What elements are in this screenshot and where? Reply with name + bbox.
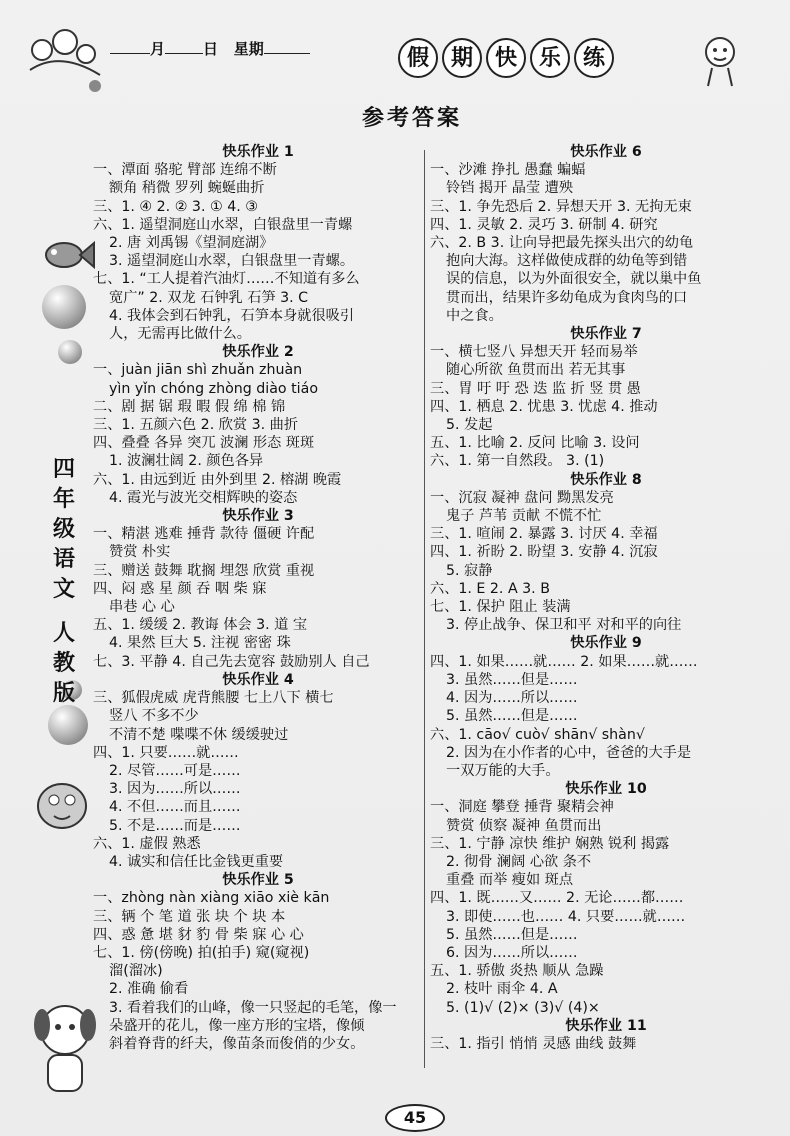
answer-line: 3. 即使……也…… 4. 只要……就…… [446,908,686,925]
banner-char: 乐 [530,38,570,78]
answer-line: 一、沙滩 挣扎 愚蠢 蝙蝠 [430,162,586,179]
answer-line: 一双万能的大手。 [446,762,560,779]
answer-line: 4. 诚实和信任比金钱更重要 [109,853,284,870]
weekday-label: 星期 [233,40,264,58]
section-heading: 快乐作业 10 [565,781,647,798]
section-heading: 快乐作业 8 [570,471,642,488]
answer-line: 一、沉寂 凝神 盘问 黝黑发亮 [430,489,614,506]
answer-line: 六、1. 虚假 熟悉 [93,835,201,852]
column-divider [424,150,425,1068]
answer-line: 六、1. 遥望洞庭山水翠，白银盘里一青螺 [93,216,353,233]
girl-cartoon-icon [690,30,750,90]
side-char: 版 [52,681,75,706]
answer-line: 六、1. cāo√ cuò√ shān√ shàn√ [430,726,645,743]
answer-line: 朵盛开的花儿，像一座方形的宝塔，像倾 [109,1017,365,1034]
answer-line: 四、闷 惑 星 颜 吞 咽 柴 寐 [93,580,267,597]
grade-subject-label [42,455,86,709]
answer-line: 5. (1)√ (2)× (3)√ (4)× [446,999,600,1016]
answer-line: 四、惑 惫 堪 豺 豹 骨 柴 寐 心 心 [93,926,304,943]
answer-line: 4. 我体会到石钟乳，石笋本身就很吸引 [109,307,355,324]
answer-line: 三、1. 宁静 凉快 维护 娴熟 锐利 揭露 [430,835,670,852]
answer-line: 三、1. 争先恐后 2. 异想天开 3. 无拘无束 [430,198,692,215]
answer-line: 三、胃 吁 吁 恐 迭 监 折 竖 贯 愚 [430,380,641,397]
answer-line: 额角 稍微 罗列 蜿蜒曲折 [109,180,265,197]
bubble-icon [42,285,86,329]
answer-line: 铃铛 揭开 晶莹 遭殃 [446,180,574,197]
side-char: 文 [52,577,75,602]
answer-line: 4. 霞光与波光交相辉映的姿态 [109,489,298,506]
answer-line: 七、1. 傍(傍晚) 拍(拍手) 窥(窥视) [93,944,310,961]
answer-line: 竖八 不多不少 [109,708,199,725]
answer-line: 2. 因为在小作者的心中，爸爸的大手是 [446,744,692,761]
answer-line: 人，无需再比做什么。 [109,326,251,343]
banner-char: 练 [574,38,614,78]
answer-line: 重叠 而举 瘦如 斑点 [446,872,574,889]
answer-line: 2. 准确 偷看 [109,981,189,998]
answer-line: 五、1. 缓缓 2. 教诲 体会 3. 道 宝 [93,617,308,634]
answer-line: 6. 因为……所以…… [446,944,578,961]
section-heading: 快乐作业 5 [222,872,294,889]
day-label: 日 [203,40,219,58]
answer-line: 六、1. 第一自然段。 3. (1) [430,453,605,470]
answer-line: yìn yǐn chóng zhòng diào tiáo [109,380,318,397]
answer-line: 2. 唐 刘禹锡《望洞庭湖》 [109,235,274,252]
answer-line: 5. 虽然……但是…… [446,926,578,943]
answer-line: 不清不楚 喋喋不休 缓缓驶过 [109,726,289,743]
fish-icon [40,235,96,275]
answer-line: 宽广” 2. 双龙 石钟乳 石笋 3. C [109,289,309,306]
section-heading: 快乐作业 6 [570,144,642,160]
left-answer-column [93,143,423,1053]
answer-line: 3. 停止战争、保卫和平 对和平的向往 [446,617,682,634]
answer-line: 赞赏 侦察 凝神 鱼贯而出 [446,817,602,834]
answer-line: 三、1. ④ 2. ② 3. ① 4. ③ [93,198,258,215]
section-heading: 快乐作业 3 [222,508,294,525]
banner-char: 期 [442,38,482,78]
answer-line: 赞赏 朴实 [109,544,171,561]
answer-line: 斜着脊背的纤夫，像苗条而俊俏的少女。 [109,1035,365,1052]
side-char: 四 [52,457,75,482]
section-heading: 快乐作业 4 [222,671,294,688]
section-heading: 快乐作业 11 [565,1017,647,1034]
answer-line: 六、1. 由远到近 由外到里 2. 榕湖 晚霞 [93,471,342,488]
answer-line: 随心所欲 鱼贯而出 若无其事 [446,362,626,379]
answer-line: 5. 不是……而是…… [109,817,241,834]
answer-line: 5. 寂静 [446,562,493,579]
page-title: 参考答案 [362,105,463,131]
answer-line: 2. 枝叶 雨伞 4. A [446,981,558,998]
bubble-icon [48,705,88,745]
answer-line: 三、1. 指引 悄悄 灵感 曲线 鼓舞 [430,1035,637,1052]
answer-line: 2. 彻骨 澜阔 心欲 条不 [446,853,592,870]
answer-line: 四、1. 既……又…… 2. 无论……都…… [430,890,684,907]
answer-line: 一、横七竖八 异想天开 轻而易举 [430,344,638,361]
answer-line: 3. 看着我们的山峰，像一只竖起的毛笔，像一 [109,999,397,1016]
answer-line: 一、精湛 逃难 捶背 款待 僵硬 许配 [93,526,315,543]
side-char: 人 [52,621,75,646]
answer-line: 三、辆 个 笔 道 张 块 个 块 本 [93,908,286,925]
answer-line: 3. 因为……所以…… [109,781,241,798]
answer-line: 一、juàn jiān shì zhuǎn zhuàn [93,362,303,379]
section-heading: 快乐作业 9 [570,635,642,652]
answer-line: 鬼子 芦苇 贡献 不慌不忙 [446,508,602,525]
answer-line: 三、狐假虎威 虎背熊腰 七上八下 横七 [93,690,334,707]
answer-line: 一、潭面 骆驼 臂部 连绵不断 [93,162,277,179]
cartoon-fish-icon [30,770,94,840]
answer-line: 四、1. 灵敏 2. 灵巧 3. 研制 4. 研究 [430,216,658,233]
answer-line: 溜(溜冰) [109,963,163,980]
answer-line: 误的信息，以为外面很安全，就以巢中鱼 [446,271,702,288]
answer-line: 七、1. 保护 阻止 装满 [430,599,571,616]
side-char: 年 [52,487,75,512]
answer-line: 1. 波澜壮阔 2. 颜色各异 [109,453,264,470]
right-answer-column [430,143,782,1053]
answer-line: 一、zhòng nàn xiàng xiāo xiè kān [93,890,330,907]
answer-line: 七、3. 平静 4. 自己先去宽容 鼓励别人 自己 [93,653,370,670]
answer-line: 4. 不但……而且…… [109,799,241,816]
answer-line: 二、剧 据 锯 瑕 暇 假 绵 棉 锦 [93,398,286,415]
section-heading: 快乐作业 2 [222,344,294,361]
answer-line: 四、叠叠 各异 突兀 波澜 形态 斑斑 [93,435,315,452]
flower-doodle-icon [20,20,110,100]
answer-line: 三、1. 五颜六色 2. 欣赏 3. 曲折 [93,417,299,434]
answer-line: 七、1. “工人提着汽油灯……不知道有多么 [93,271,360,288]
answer-line: 五、1. 骄傲 炎热 顺从 急躁 [430,963,604,980]
answer-line: 中之食。 [446,307,503,324]
page-number: 45 [385,1104,445,1132]
side-char: 语 [52,547,75,572]
answer-line: 四、1. 只要……就…… [93,744,239,761]
answer-line: 5. 虽然……但是…… [446,708,578,725]
answer-line: 3. 遥望洞庭山水翠，白银盘里一青螺。 [109,253,355,270]
section-heading: 快乐作业 7 [570,326,642,343]
answer-line: 四、1. 如果……就…… 2. 如果……就…… [430,653,698,670]
answer-line: 2. 尽管……可是…… [109,762,241,779]
answer-line: 串巷 心 心 [109,599,175,616]
side-char: 级 [52,517,75,542]
answer-line: 三、1. 喧闹 2. 暴露 3. 讨厌 4. 幸福 [430,526,658,543]
answer-line: 5. 发起 [446,417,493,434]
answer-line: 贯而出，结果许多幼龟成为食肉鸟的口 [446,289,688,306]
answer-line: 六、2. B 3. 让向导把最先探头出穴的幼龟 [430,235,694,252]
answer-line: 四、1. 祈盼 2. 盼望 3. 安静 4. 沉寂 [430,544,658,561]
side-char: 教 [52,651,75,676]
holiday-banner [398,38,614,78]
date-line [110,38,310,59]
banner-char: 假 [398,38,438,78]
answer-line: 4. 因为……所以…… [446,690,578,707]
section-heading: 快乐作业 1 [222,144,294,160]
bubble-icon [58,340,82,364]
answer-line: 三、赠送 鼓舞 耽搁 埋怨 欣赏 重视 [93,562,315,579]
answer-line: 六、1. E 2. A 3. B [430,580,550,597]
answer-line: 抱向大海。这样做使成群的幼龟等到错 [446,253,688,270]
answer-line: 3. 虽然……但是…… [446,671,578,688]
banner-char: 快 [486,38,526,78]
answer-line: 五、1. 比喻 2. 反问 比喻 3. 设问 [430,435,640,452]
month-label: 月 [150,40,166,58]
answer-line: 一、洞庭 攀登 捶背 聚精会神 [430,799,614,816]
answer-line: 四、1. 栖息 2. 忧患 3. 忧虑 4. 推动 [430,398,658,415]
answer-line: 4. 果然 巨大 5. 注视 密密 珠 [109,635,291,652]
